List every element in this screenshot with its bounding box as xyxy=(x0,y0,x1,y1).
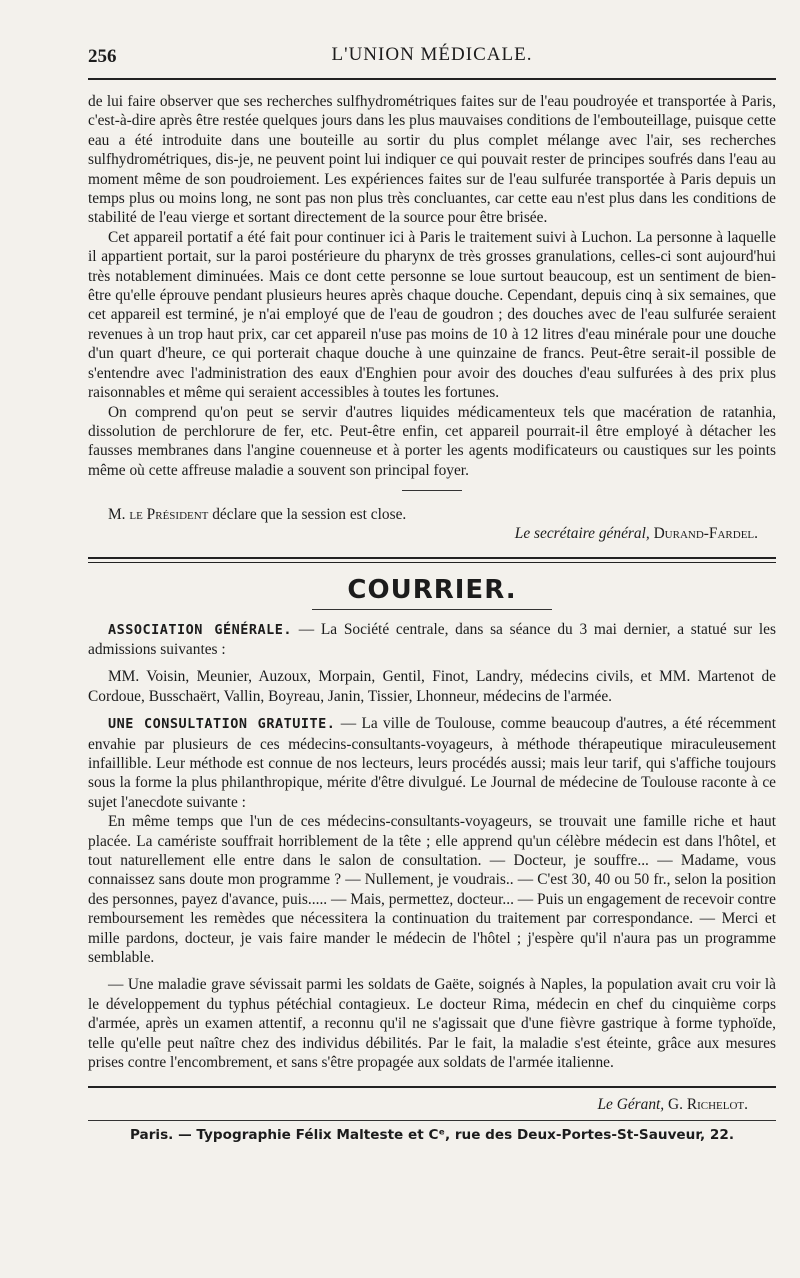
body-paragraph-2: Cet appareil portatif a été fait pour continuer ici à Paris le traitement suivi à Luchon. La personne à laquelle il appartient portait, sur la paroi postérieure du pharynx de très grosses granulations, celles-ci sont aujourd'hui très notablement diminuées. Mais ce dont cette personne se loue surtout beaucoup, est un sentiment de bien-être qu'elle éprouve pendant plusieurs heures après chaque douche. Cependant, depuis cinq à six semaines, que cet appareil est terminé, je n'ai employé que de l'eau de goudron ; des douches avec de l'eau sulfurée seraient revenues à un trop haut prix, car cet appareil n'use pas moins de 10 à 12 litres d'eau minérale pour une douche d'un quart d'heure, ce qui porterait chaque douche à une quinzaine de francs. Peut-être serait-il possible de s'entendre avec l'administration des eaux d'Enghien pour avoir des douches d'eau sulfurées à des prix plus raisonnables et même qui seraient accessibles à toutes les fortunes. xyxy=(88,228,776,402)
gaete-paragraph: — Une maladie grave sévissait parmi les soldats de Gaëte, soignés à Naples, la population avait cru voir là le développement du typhus pétéchial contagieux. Le docteur Rima, médecin en chef du cinquième corps d'armée, après un examen attentif, a reconnu qu'il ne s'agissait que d'une fièvre gastrique à forme typhoïde, telle qu'elle peut naître chez des individus débilités. Par le fait, la maladie s'est éteinte, grâce aux mesures prises contre l'encombrement, et sans s'être propagée aux soldats de l'armée italienne. xyxy=(88,976,776,1072)
president-label: M. le Président xyxy=(108,506,209,524)
header-rule xyxy=(88,78,776,80)
closing-statement xyxy=(88,505,776,524)
anecdote-paragraph: En même temps que l'un de ces médecins-consultants-voyageurs, se trouvait une famille riche et haut placée. La camériste souffrait horriblement de la tête ; elle apprend qu'un célèbre médecin est dans l'hôtel, et tout naturellement elle entre dans le salon de consultation. — Docteur, je souffre... — Madame, vous connaissez sans doute mon programme ? — Nullement, je voudrais.. — C'est 30, 40 ou 50 fr., selon la position des personnes, payez d'avance, puis..... — Mais, permettez, docteur... — Puis un engagement de recevoir contre remboursement les remèdes que nécessitera la continuation du traitement par correspondance. — Merci et mille pardons, docteur, je vais faire mander le médecin de l'hôtel ; j'espère qu'il n'aura pas un programme semblable. xyxy=(88,813,776,967)
section-separator xyxy=(402,490,462,491)
association-rubric: ASSOCIATION GÉNÉRALE. xyxy=(108,621,293,638)
running-head xyxy=(88,40,776,70)
imprint-rule xyxy=(88,1120,776,1121)
consultation-rubric: UNE CONSULTATION GRATUITE. xyxy=(108,716,336,733)
body-paragraph-1: de lui faire observer que ses recherches sulfhydrométriques faites sur de l'eau poudroyée et transportée à Paris, c'est-à-dire après être restée quelques jours dans les plus mauvaises conditions de l'embouteillage, puisque cette eau a été introduite dans une bouteille au sortir du plus complet mélange avec l'air, ses recherches sulfhydrométriques, dis-je, ne peuvent point lui indiquer ce qui pouvait rester de principes soufrés dans l'eau au moment même de son poudroiement. Les expériences faites sur de l'eau sulfurée transportée à Paris depuis un temps plus ou moins long, ne sont pas non plus très concluantes, car cette eau n'est plus dans les conditions de stabilité de l'eau vierge et sortant directement de la source pour être brisée. xyxy=(88,93,776,227)
printer-imprint: Paris. — Typographie Félix Malteste et Cᵉ, rue des Deux-Portes-St-Sauveur, 22. xyxy=(129,1127,735,1144)
closing-text: déclare que la session est close. xyxy=(208,506,407,524)
consultation-paragraph xyxy=(88,714,776,812)
footer-rule xyxy=(88,1086,776,1088)
gerant-role: Le Gérant, xyxy=(597,1096,665,1114)
courrier-title: COURRIER. xyxy=(347,574,517,605)
courrier-title-rule xyxy=(312,609,552,610)
page-number: 256 xyxy=(88,46,117,67)
courrier-top-rule xyxy=(88,557,776,563)
association-paragraph xyxy=(88,620,776,660)
consultation-text: — La ville de Toulouse, comme beaucoup d'autres, a été récemment envahie par plusieurs de ces médecins-consultants-voyageurs, à méthode thérapeutique miraculeusement infaillible. Leur méthode est connue de nos lecteurs, leurs procédés aussi; mais leur tarif, qui s'affiche toujours sous la forme la plus philanthropique, mérite d'être divulgué. Le Journal de médecine de Toulouse raconte à ce sujet l'anecdote suivante : xyxy=(88,715,776,811)
gerant-name: G. Richelot. xyxy=(664,1096,748,1114)
secretary-signature xyxy=(88,525,758,543)
association-text: — La Société centrale, dans sa séance du 3 mai dernier, a statué sur les admissions suivantes : xyxy=(88,620,776,658)
secretary-role: Le secrétaire général, xyxy=(514,524,650,542)
gerant-signature xyxy=(88,1096,748,1114)
admissions-list: MM. Voisin, Meunier, Auzoux, Morpain, Gentil, Finot, Landry, médecins civils, et MM. Martenot de Cordoue, Busschaërt, Vallin, Boyreau, Janin, Tissier, Lhonneur, médecins de l'armée. xyxy=(88,668,776,705)
secretary-name: Durand-Fardel. xyxy=(649,524,758,542)
journal-title: L'UNION MÉDICALE. xyxy=(331,44,533,65)
body-paragraph-3: On comprend qu'on peut se servir d'autres liquides médicamenteux tels que macération de ratanhia, dissolution de perchlorure de fer, etc. Peut-être enfin, cet appareil pourrait-il être employé à détacher les fausses membranes dans l'angine couenneuse et à porter les agents modificateurs ou caustiques sur les points même où cette affreuse maladie a souvent son principal foyer. xyxy=(88,403,776,479)
